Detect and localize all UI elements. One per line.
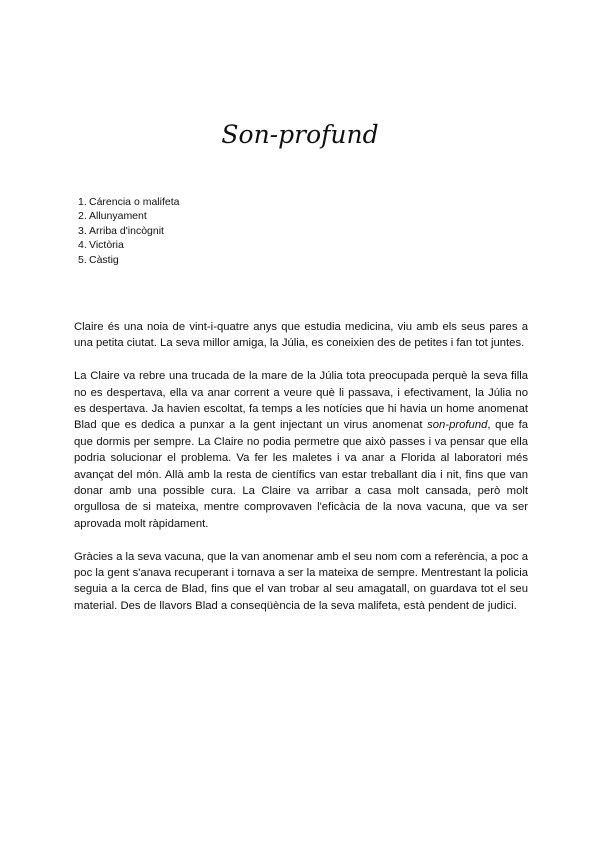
story-outline-list [78, 195, 179, 267]
list-item [78, 253, 179, 267]
list-item [78, 209, 179, 223]
list-item [78, 238, 179, 252]
paragraph-development [74, 368, 528, 532]
paragraph-intro: Claire és una noia de vint-i-quatre anys que estudia medicina, viu amb els seus pares a una petita ciutat. La seva millor amiga, la Júlia, es coneixien des de petites i fan tot juntes. [74, 321, 528, 350]
list-label: Victòria [89, 239, 124, 252]
list-number: 3. [78, 224, 87, 237]
emphasized-term: son-profund [427, 419, 488, 432]
list-label: Arriba d'incògnit [89, 224, 164, 237]
list-number: 5. [78, 253, 87, 266]
story-body [74, 319, 528, 631]
list-number: 1. [78, 196, 87, 208]
list-item [78, 195, 179, 209]
list-item [78, 224, 179, 238]
paragraph-conclusion: Gràcies a la seva vacuna, que la van anomenar amb el seu nom com a referència, a poc a poc la gent s'anava recuperant i tornava a ser la mateixa de sempre. Mentrestant la policia seguia a la cerca de Blad, fins que el van trobar al seu amagatall, on guardava tot el seu material. Des de llavors Blad a conseqüència de la seva malifeta, està pendent de judici. [74, 550, 528, 612]
page-title: Son-profund [221, 120, 379, 149]
list-number: 4. [78, 239, 87, 252]
list-label: Cárencia o malifeta [89, 196, 180, 208]
list-number: 2. [78, 210, 87, 223]
list-label: Allunyament [89, 210, 147, 223]
paragraph-text: La Claire va rebre una trucada de la mare de la Júlia tota preocupada perquè la seva filla no es despertava, ella va anar corrent a veure què li passava, i efectivament, la Júlia no es despertava. Ja havien escoltat, fa temps a les notícies que hi havia un home anomenat Blad que es dedica a punxar a la gent injectant un virus anomenat [74, 370, 528, 432]
list-label: Càstig [89, 253, 119, 266]
paragraph-text: , que fa que dormis per sempre. La Claire no podia permetre que això passes i va pensar que ella podria solucionar el problema. Va fer les maletes i va anar a Florida al laboratori més avançat del món. Allà amb la resta de científics van estar treballant dia i nit, fins que van donar amb una possible cura. La Claire va arribar a casa molt cansada, però molt orgullosa de si mateixa, mentre comprovaven l'eficàcia de la nova vacuna, que va ser aprovada molt ràpidament. [74, 419, 528, 530]
